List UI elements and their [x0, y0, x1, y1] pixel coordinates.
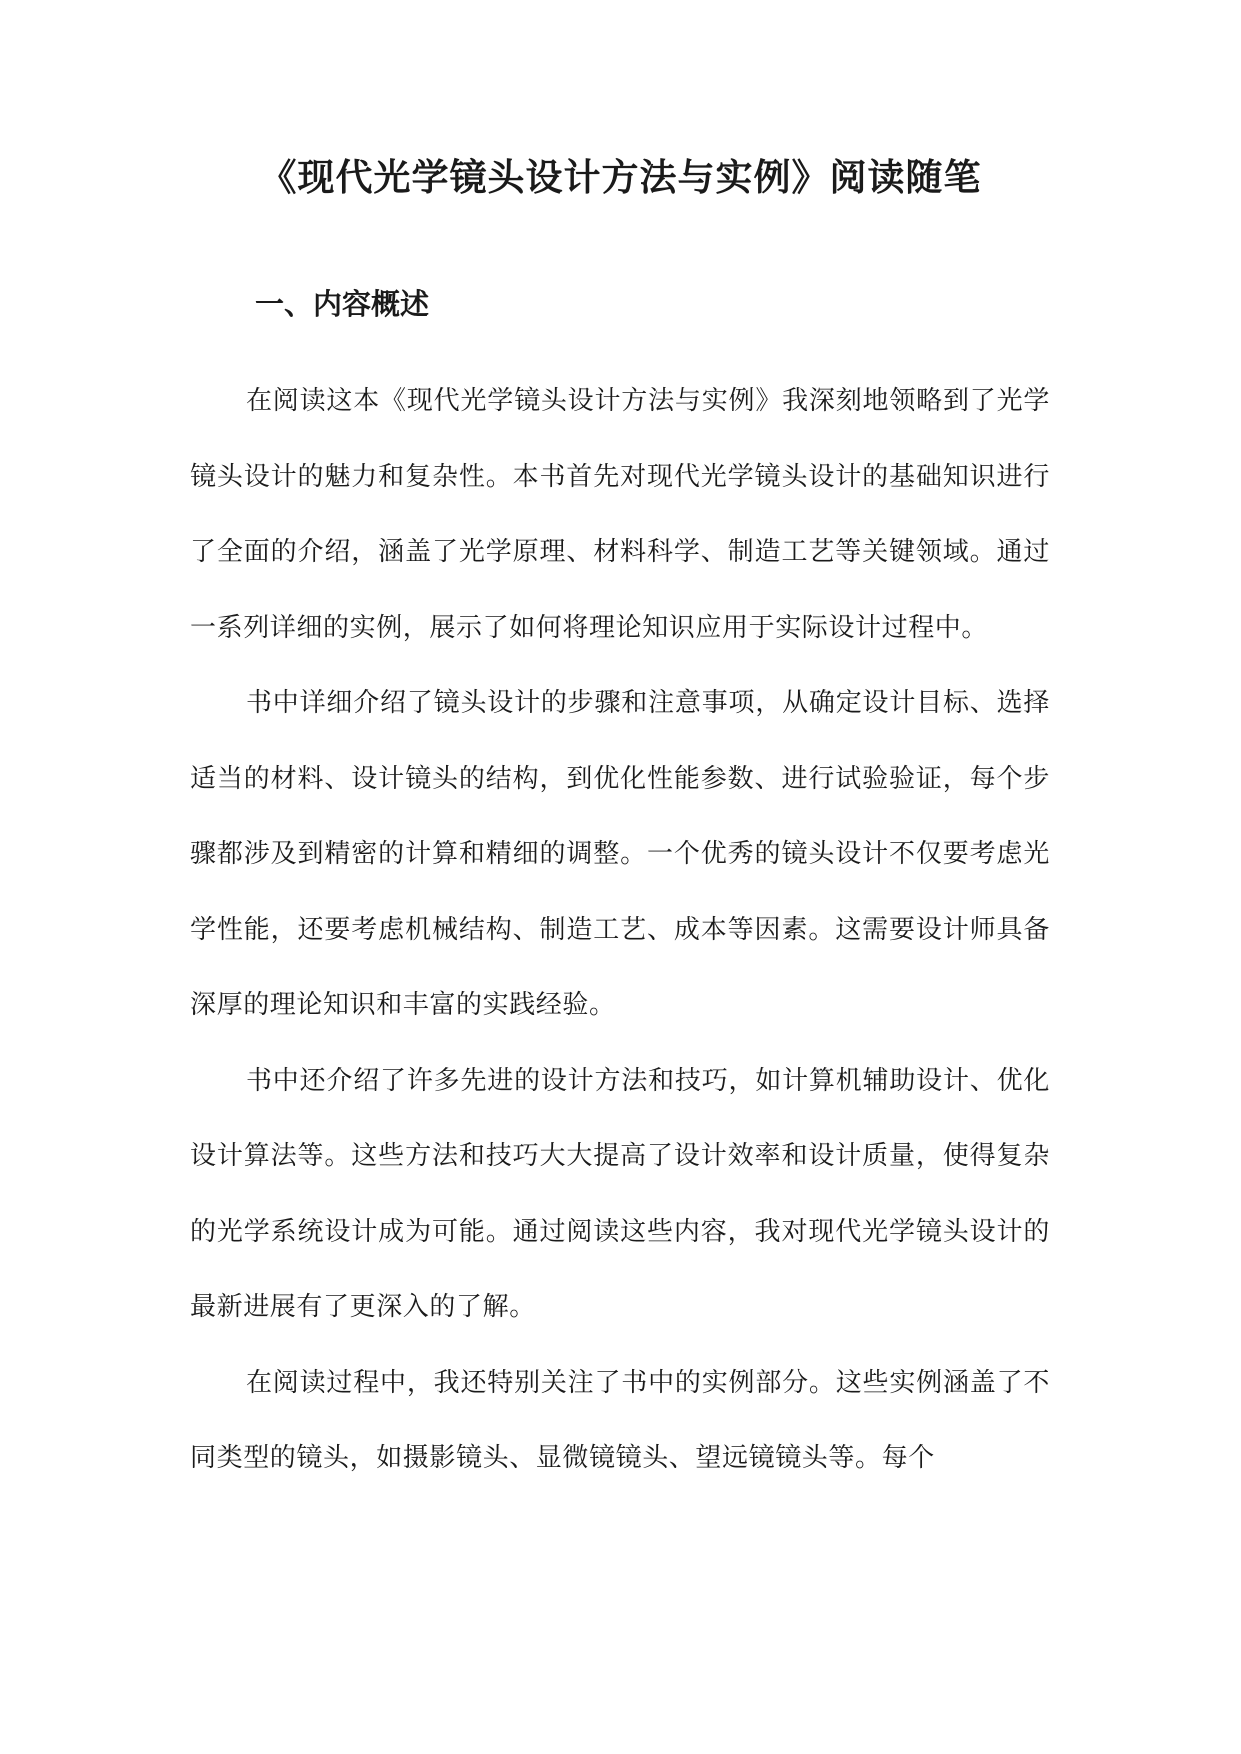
paragraph: 在阅读过程中，我还特别关注了书中的实例部分。这些实例涵盖了不同类型的镜头，如摄影镜头、显微镜镜头、望远镜镜头等。每个	[190, 1367, 1050, 1473]
paragraph: 书中详细介绍了镜头设计的步骤和注意事项，从确定设计目标、选择适当的材料、设计镜头的结构，到优化性能参数、进行试验验证，每个步骤都涉及到精密的计算和精细的调整。一个优秀的镜头设计不仅要考虑光学性能，还要考虑机械结构、制造工艺、成本等因素。这需要设计师具备深厚的理论知识和丰富的实践经验。	[190, 688, 1050, 1020]
body-text	[190, 364, 1050, 1497]
paragraph: 书中还介绍了许多先进的设计方法和技巧，如计算机辅助设计、优化设计算法等。这些方法和技巧大大提高了设计效率和设计质量，使得复杂的光学系统设计成为可能。通过阅读这些内容，我对现代光学镜头设计的最新进展有了更深入的了解。	[190, 1065, 1050, 1322]
document-title: 《现代光学镜头设计方法与实例》阅读随笔	[259, 156, 982, 199]
paragraph: 在阅读这本《现代光学镜头设计方法与实例》我深刻地领略到了光学镜头设计的魅力和复杂性。本书首先对现代光学镜头设计的基础知识进行了全面的介绍，涵盖了光学原理、材料科学、制造工艺等关键领域。通过一系列详细的实例，展示了如何将理论知识应用于实际设计过程中。	[190, 386, 1050, 643]
section-heading: 一、内容概述	[255, 287, 430, 321]
